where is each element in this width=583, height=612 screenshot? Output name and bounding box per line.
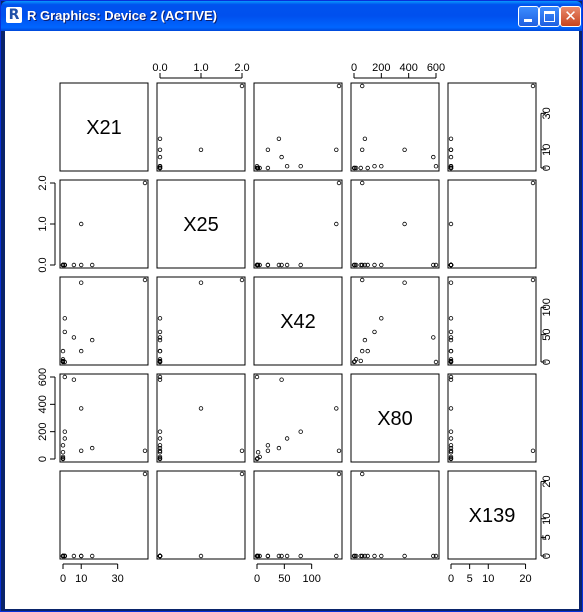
- point-X42-X139-1: [449, 281, 453, 285]
- point-X80-X42-7: [285, 437, 289, 441]
- point-X80-X25-7: [158, 437, 162, 441]
- point-X42-X139-8: [449, 349, 453, 353]
- point-X21-X25-0: [240, 84, 244, 88]
- point-X139-X25-0: [240, 472, 244, 476]
- window-title: R Graphics: Device 2 (ACTIVE): [27, 8, 217, 23]
- point-X21-X80-1: [403, 148, 407, 152]
- point-X139-X42-7: [285, 554, 289, 558]
- tick-label-y-X25-2: 2.0: [37, 175, 49, 191]
- point-X42-X80-0: [360, 278, 364, 282]
- point-X25-X42-7: [285, 263, 289, 267]
- point-X25-X21-3: [72, 263, 76, 267]
- point-X21-X25-1: [199, 148, 203, 152]
- point-X21-X25-4: [158, 148, 162, 152]
- tick-label-x-X21-2: 30: [111, 573, 124, 585]
- point-X21-X80-7: [373, 164, 377, 168]
- point-X42-X21-2: [90, 338, 94, 342]
- point-X42-X25-0: [240, 278, 244, 282]
- tick-label-x-X42-1: 50: [278, 573, 291, 585]
- panel-X21-X139: [448, 83, 536, 171]
- point-X21-X42-6: [299, 164, 303, 168]
- point-X139-X42-1: [335, 554, 339, 558]
- panel-X21-X80: [351, 83, 439, 171]
- panel-X25-X139: [448, 180, 536, 268]
- point-X80-X21-7: [63, 437, 67, 441]
- point-X21-X139-3: [449, 155, 453, 159]
- point-X21-X139-4: [449, 148, 453, 152]
- tick-label-x-X80-0: 0: [350, 62, 358, 74]
- point-X139-X21-0: [143, 472, 147, 476]
- point-X80-X21-3: [72, 378, 76, 382]
- panel-X139-X42: [254, 471, 342, 559]
- minimize-icon: [524, 19, 532, 22]
- point-X21-X42-4: [266, 148, 270, 152]
- point-X42-X21-3: [72, 336, 76, 340]
- plot-area: [5, 31, 579, 609]
- r-logo-icon[interactable]: R: [6, 7, 22, 23]
- tick-label-x-X139-2: 10: [482, 573, 495, 585]
- tick-label-x-X80-2: 400: [399, 62, 418, 74]
- point-X139-X42-6: [299, 554, 303, 558]
- point-X80-X21-4: [79, 449, 83, 453]
- tick-label-x-X139-1: 5: [466, 573, 473, 585]
- point-X25-X80-6: [380, 263, 384, 267]
- tick-label-y-X42-0: 0: [541, 358, 553, 366]
- point-X80-X21-5: [63, 375, 67, 379]
- point-X42-X80-6: [380, 317, 384, 321]
- point-X80-X25-6: [158, 430, 162, 434]
- panel-X139-X80: [351, 471, 439, 559]
- maximize-icon: [544, 11, 555, 22]
- point-X80-X25-0: [240, 449, 244, 453]
- point-X139-X42-0: [337, 472, 341, 476]
- close-icon: ✕: [564, 7, 577, 25]
- tick-label-y-X80-1: 200: [37, 422, 49, 441]
- point-X80-X21-8: [61, 444, 65, 448]
- point-X80-X139-1: [449, 407, 453, 411]
- point-X42-X25-6: [158, 317, 162, 321]
- point-X25-X42-8: [266, 263, 270, 267]
- point-X21-X139-2: [449, 137, 453, 141]
- tick-label-y-X21-0: 0: [541, 164, 553, 172]
- point-X21-X42-3: [280, 155, 284, 159]
- point-X25-X42-0: [337, 181, 341, 185]
- point-X21-X80-9: [359, 166, 363, 170]
- panel-X42-X139: [448, 277, 536, 365]
- point-X21-X80-4: [360, 148, 364, 152]
- panel-X25-X80: [351, 180, 439, 268]
- point-X42-X21-8: [61, 349, 65, 353]
- point-X21-X25-2: [158, 137, 162, 141]
- point-X21-X80-3: [432, 155, 436, 159]
- point-X25-X139-12: [449, 263, 453, 267]
- tick-label-y-X25-0: 0.0: [37, 257, 49, 273]
- point-X42-X21-4: [79, 349, 83, 353]
- point-X21-X25-3: [158, 155, 162, 159]
- point-X139-X80-0: [360, 472, 364, 476]
- point-X25-X42-1: [335, 222, 339, 226]
- tick-label-y-X139-3: 20: [541, 475, 553, 488]
- tick-label-y-X80-3: 600: [37, 367, 49, 387]
- variable-label-X25: X25: [183, 214, 219, 236]
- point-X42-X25-1: [199, 281, 203, 285]
- point-X42-X80-3: [432, 336, 436, 340]
- panel-X80-X21: [60, 374, 148, 462]
- tick-label-y-X139-2: 10: [541, 512, 553, 525]
- panel-X21-X25: [157, 83, 245, 171]
- tick-label-x-X21-1: 10: [75, 573, 88, 585]
- point-X42-X25-8: [158, 349, 162, 353]
- point-X42-X80-7: [373, 330, 377, 334]
- point-X21-X42-1: [335, 148, 339, 152]
- tick-label-y-X42-2: 100: [541, 298, 553, 317]
- point-X139-X21-3: [72, 554, 76, 558]
- point-X42-X80-9: [359, 359, 363, 363]
- point-X42-X80-5: [434, 360, 438, 364]
- tick-label-y-X21-2: 30: [541, 107, 553, 120]
- point-X25-X21-4: [79, 263, 83, 267]
- point-X42-X21-0: [143, 278, 147, 282]
- point-X80-X139-7: [449, 437, 453, 441]
- point-X25-X139-1: [449, 222, 453, 226]
- point-X25-X21-1: [79, 222, 83, 226]
- panel-X80-X25: [157, 374, 245, 462]
- point-X80-X21-0: [143, 449, 147, 453]
- point-X139-X80-6: [380, 554, 384, 558]
- point-X80-X42-6: [299, 430, 303, 434]
- point-X42-X21-7: [63, 330, 67, 334]
- tick-label-y-X21-1: 10: [541, 143, 553, 156]
- tick-label-y-X139-0: 0: [541, 552, 553, 560]
- point-X139-X80-7: [373, 554, 377, 558]
- panel-X25-X21: [60, 180, 148, 268]
- title-bar[interactable]: [1, 1, 582, 31]
- point-X139-X25-1: [199, 554, 203, 558]
- tick-label-x-X25-1: 1.0: [193, 62, 209, 74]
- tick-label-y-X42-1: 50: [541, 328, 553, 341]
- tick-label-x-X80-1: 200: [372, 62, 391, 74]
- point-X80-X42-1: [335, 407, 339, 411]
- point-X80-X42-4: [266, 449, 270, 453]
- point-X21-X80-8: [366, 166, 370, 170]
- point-X21-X80-6: [380, 164, 384, 168]
- tick-label-y-X80-2: 400: [37, 395, 49, 414]
- point-X42-X21-1: [79, 281, 83, 285]
- point-X80-X25-1: [199, 407, 203, 411]
- point-X42-X80-1: [403, 281, 407, 285]
- point-X25-X80-1: [403, 222, 407, 226]
- tick-label-x-X139-0: 0: [447, 573, 455, 585]
- minimize-button[interactable]: [518, 6, 539, 27]
- point-X42-X139-6: [449, 317, 453, 321]
- point-X139-X42-8: [266, 554, 270, 558]
- point-X42-X80-8: [366, 349, 370, 353]
- point-X25-X139-0: [531, 181, 535, 185]
- tick-label-y-X139-1: 5: [541, 534, 553, 541]
- point-X25-X21-2: [90, 263, 94, 267]
- point-X80-X21-1: [79, 407, 83, 411]
- tick-label-y-X80-0: 0: [37, 455, 49, 463]
- maximize-button[interactable]: [539, 6, 560, 27]
- point-X80-X42-0: [337, 449, 341, 453]
- tick-label-y-X25-1: 1.0: [37, 216, 49, 232]
- point-X42-X80-4: [360, 349, 364, 353]
- point-X139-X21-2: [90, 554, 94, 558]
- point-X80-X139-6: [449, 430, 453, 434]
- point-X80-X139-0: [531, 449, 535, 453]
- tick-label-x-X21-0: 0: [59, 573, 67, 585]
- point-X139-X21-4: [79, 554, 83, 558]
- point-X80-X21-2: [90, 446, 94, 450]
- panel-X25-X42: [254, 180, 342, 268]
- point-X21-X42-7: [285, 164, 289, 168]
- point-X21-X42-8: [266, 166, 270, 170]
- tick-label-x-X42-0: 0: [253, 573, 261, 585]
- point-X80-X42-5: [255, 375, 259, 379]
- panel-X42-X21: [60, 277, 148, 365]
- panel-X139-X21: [60, 471, 148, 559]
- tick-label-x-X139-3: 20: [519, 573, 532, 585]
- point-X42-X139-7: [449, 330, 453, 334]
- point-X80-X42-2: [277, 446, 281, 450]
- point-X42-X139-0: [531, 278, 535, 282]
- point-X80-X42-3: [280, 378, 284, 382]
- point-X80-X21-6: [63, 430, 67, 434]
- point-X21-X42-2: [277, 137, 281, 141]
- point-X42-X21-6: [63, 317, 67, 321]
- point-X139-X80-1: [403, 554, 407, 558]
- point-X42-X80-2: [363, 338, 367, 342]
- panel-X42-X25: [157, 277, 245, 365]
- variable-label-X21: X21: [86, 117, 122, 139]
- point-X25-X80-0: [360, 181, 364, 185]
- panel-X139-X25: [157, 471, 245, 559]
- panel-X80-X139: [448, 374, 536, 462]
- tick-label-x-X25-0: 0.0: [152, 62, 168, 74]
- point-X42-X25-7: [158, 330, 162, 334]
- point-X21-X80-2: [363, 137, 367, 141]
- variable-label-X139: X139: [468, 505, 516, 527]
- tick-label-x-X42-2: 100: [302, 573, 321, 585]
- close-button[interactable]: [560, 6, 581, 27]
- point-X21-X139-0: [531, 84, 535, 88]
- point-X21-X80-5: [434, 164, 438, 168]
- variable-label-X80: X80: [377, 408, 413, 430]
- panel-X21-X42: [254, 83, 342, 171]
- variable-label-X42: X42: [280, 311, 316, 333]
- point-X80-X42-8: [266, 444, 270, 448]
- point-X80-X42-9: [256, 450, 260, 454]
- point-X80-X21-9: [61, 450, 65, 454]
- scatterplot-matrix: [5, 31, 579, 609]
- point-X21-X42-0: [337, 84, 341, 88]
- point-X25-X80-7: [373, 263, 377, 267]
- point-X25-X42-6: [299, 263, 303, 267]
- point-X21-X80-0: [360, 84, 364, 88]
- point-X25-X21-0: [143, 181, 147, 185]
- point-X139-X25-12: [158, 554, 162, 558]
- tick-label-x-X25-2: 2.0: [234, 62, 250, 74]
- tick-label-x-X80-3: 600: [426, 62, 446, 74]
